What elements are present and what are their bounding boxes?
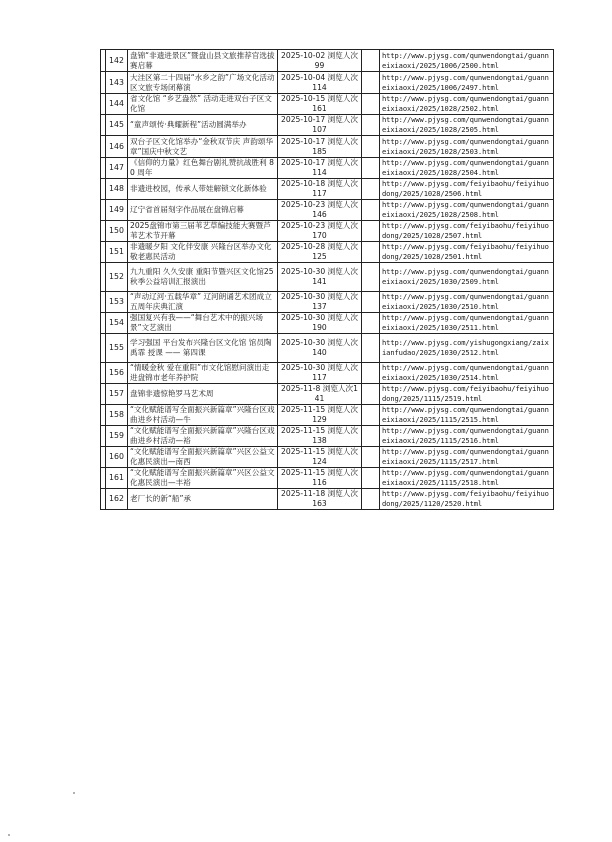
article-url: http://www.pjysg.com/qunwendongtai/guanneixiaoxi/2025/1030/2511.html bbox=[380, 313, 554, 334]
table-row bbox=[101, 334, 554, 363]
article-title: 老厂长的新“船”承 bbox=[128, 489, 278, 510]
table-row bbox=[101, 72, 554, 94]
article-url: http://www.pjysg.com/qunwendongtai/guanneixiaoxi/2025/1028/2508.html bbox=[380, 200, 554, 221]
row-spacer-cell bbox=[362, 313, 380, 334]
publish-date-views: 2025-10-15 浏览人次161 bbox=[278, 94, 362, 115]
row-spacer-cell bbox=[362, 292, 380, 313]
publish-date-views: 2025-10-30 浏览人次141 bbox=[278, 263, 362, 292]
article-url: http://www.pjysg.com/qunwendongtai/guanneixiaoxi/2025/1028/2503.html bbox=[380, 136, 554, 158]
article-url: http://www.pjysg.com/qunwendongtai/guanneixiaoxi/2025/1028/2502.html bbox=[380, 94, 554, 115]
row-spacer-cell bbox=[362, 405, 380, 426]
table-row bbox=[101, 221, 554, 242]
article-url: http://www.pjysg.com/feiyibaohu/feiyihuodong/2025/1028/2506.html bbox=[380, 179, 554, 200]
article-url: http://www.pjysg.com/qunwendongtai/guanneixiaoxi/2025/1115/2518.html bbox=[380, 468, 554, 489]
scan-speck bbox=[73, 792, 75, 794]
publish-date-views: 2025-11-15 浏览人次116 bbox=[278, 468, 362, 489]
publish-date-views: 2025-10-30 浏览人次190 bbox=[278, 313, 362, 334]
row-number: 152 bbox=[106, 263, 128, 292]
table-row bbox=[101, 200, 554, 221]
article-title: 2025盘锦市第三届苇艺草编技能大赛暨芦苇艺术节开幕 bbox=[128, 221, 278, 242]
table-row bbox=[101, 292, 554, 313]
article-title: 非遗进校园，传承人带娃解锁文化新体验 bbox=[128, 179, 278, 200]
article-title: 盘锦非遗惊艳罗马艺术周 bbox=[128, 384, 278, 405]
row-number: 146 bbox=[106, 136, 128, 158]
article-title: “声动辽河·五载华章” 辽河朗诵艺术团成立五周年庆典汇演 bbox=[128, 292, 278, 313]
publish-date-views: 2025-10-28 浏览人次125 bbox=[278, 242, 362, 263]
table-row bbox=[101, 405, 554, 426]
publish-date-views: 2025-10-30 浏览人次117 bbox=[278, 363, 362, 384]
row-number: 153 bbox=[106, 292, 128, 313]
row-spacer-cell bbox=[362, 136, 380, 158]
article-title: 非遗暖夕阳 文化伴安康 兴隆台区举办文化敬老惠民活动 bbox=[128, 242, 278, 263]
row-number: 150 bbox=[106, 221, 128, 242]
table-row bbox=[101, 426, 554, 447]
publish-date-views: 2025-10-18 浏览人次117 bbox=[278, 179, 362, 200]
row-number: 147 bbox=[106, 158, 128, 179]
article-url: http://www.pjysg.com/qunwendongtai/guanneixiaoxi/2025/1115/2515.html bbox=[380, 405, 554, 426]
row-number: 145 bbox=[106, 115, 128, 136]
table-row bbox=[101, 179, 554, 200]
table-row bbox=[101, 136, 554, 158]
publish-date-views: 2025-10-17 浏览人次185 bbox=[278, 136, 362, 158]
article-title: 双台子区文化馆举办“金秋双节庆 声韵颂华章”国庆中秋文艺 bbox=[128, 136, 278, 158]
articles-table-body bbox=[101, 50, 554, 510]
publish-date-views: 2025-10-17 浏览人次114 bbox=[278, 158, 362, 179]
row-spacer-cell bbox=[362, 50, 380, 72]
row-number: 148 bbox=[106, 179, 128, 200]
row-number: 143 bbox=[106, 72, 128, 94]
row-spacer-cell bbox=[362, 221, 380, 242]
article-title: “文化赋能谱写全面振兴新篇章”兴区公益文化惠民演出—南西 bbox=[128, 447, 278, 468]
table-row bbox=[101, 363, 554, 384]
row-number: 156 bbox=[106, 363, 128, 384]
table-row bbox=[101, 158, 554, 179]
row-number: 144 bbox=[106, 94, 128, 115]
row-spacer-cell bbox=[362, 200, 380, 221]
publish-date-views: 2025-10-30 浏览人次140 bbox=[278, 334, 362, 363]
scan-speck bbox=[8, 834, 10, 836]
row-number: 159 bbox=[106, 426, 128, 447]
publish-date-views: 2025-10-23 浏览人次146 bbox=[278, 200, 362, 221]
row-number: 162 bbox=[106, 489, 128, 510]
publish-date-views: 2025-10-04 浏览人次114 bbox=[278, 72, 362, 94]
article-title: “情暖金秋 爱在重阳”市文化馆慰问演出走进盘锦市老年养护院 bbox=[128, 363, 278, 384]
row-spacer-cell bbox=[362, 94, 380, 115]
table-row bbox=[101, 313, 554, 334]
publish-date-views: 2025-11-8 浏览人次141 bbox=[278, 384, 362, 405]
table-row bbox=[101, 115, 554, 136]
article-url: http://www.pjysg.com/qunwendongtai/guanneixiaoxi/2025/1030/2514.html bbox=[380, 363, 554, 384]
article-title: 辽宁省首届刻字作品展在盘锦启幕 bbox=[128, 200, 278, 221]
article-url: http://www.pjysg.com/qunwendongtai/guanneixiaoxi/2025/1006/2500.html bbox=[380, 50, 554, 72]
publish-date-views: 2025-11-15 浏览人次124 bbox=[278, 447, 362, 468]
row-spacer-cell bbox=[362, 447, 380, 468]
row-spacer-cell bbox=[362, 489, 380, 510]
row-spacer-cell bbox=[362, 468, 380, 489]
article-title: “文化赋能谱写全面振兴新篇章”兴隆台区戏曲进乡村活动—牛 bbox=[128, 405, 278, 426]
article-url: http://www.pjysg.com/feiyibaohu/feiyihuodong/2025/1028/2501.html bbox=[380, 242, 554, 263]
table-row bbox=[101, 468, 554, 489]
row-spacer-cell bbox=[362, 72, 380, 94]
article-title: “文化赋能谱写全面振兴新篇章”兴隆台区戏曲进乡村活动—裕 bbox=[128, 426, 278, 447]
row-spacer-cell bbox=[362, 263, 380, 292]
article-title: 大洼区第二十四届“水乡之韵”广场文化活动区文旅专场闭幕演 bbox=[128, 72, 278, 94]
row-spacer-cell bbox=[362, 363, 380, 384]
article-url: http://www.pjysg.com/qunwendongtai/guanneixiaoxi/2025/1028/2504.html bbox=[380, 158, 554, 179]
article-url: http://www.pjysg.com/qunwendongtai/guanneixiaoxi/2025/1028/2505.html bbox=[380, 115, 554, 136]
table-row bbox=[101, 242, 554, 263]
article-url: http://www.pjysg.com/feiyibaohu/feiyihuodong/2025/1028/2507.html bbox=[380, 221, 554, 242]
publish-date-views: 2025-11-15 浏览人次138 bbox=[278, 426, 362, 447]
table-row bbox=[101, 384, 554, 405]
article-url: http://www.pjysg.com/qunwendongtai/guanneixiaoxi/2025/1030/2510.html bbox=[380, 292, 554, 313]
article-url: http://www.pjysg.com/qunwendongtai/guanneixiaoxi/2025/1030/2509.html bbox=[380, 263, 554, 292]
article-title: 强国复兴有我——“舞台艺术中的振兴场景”文艺演出 bbox=[128, 313, 278, 334]
article-url: http://www.pjysg.com/feiyibaohu/feiyihuodong/2025/1120/2520.html bbox=[380, 489, 554, 510]
table-row bbox=[101, 94, 554, 115]
publish-date-views: 2025-10-02 浏览人次99 bbox=[278, 50, 362, 72]
row-number: 155 bbox=[106, 334, 128, 363]
row-spacer-cell bbox=[362, 179, 380, 200]
article-title: 盘锦“非遗进景区”暨盘山县文旅推荐官选拔赛启幕 bbox=[128, 50, 278, 72]
row-number: 149 bbox=[106, 200, 128, 221]
row-number: 160 bbox=[106, 447, 128, 468]
publish-date-views: 2025-11-18 浏览人次163 bbox=[278, 489, 362, 510]
publish-date-views: 2025-10-23 浏览人次170 bbox=[278, 221, 362, 242]
row-number: 142 bbox=[106, 50, 128, 72]
row-spacer-cell bbox=[362, 334, 380, 363]
article-title: 省文化馆 “乡艺盎然” 活动走进双台子区文化馆 bbox=[128, 94, 278, 115]
article-title: 学习强国 平台发布兴隆台区文化馆 馆员陶禹霏 授课 —— 第四课 bbox=[128, 334, 278, 363]
article-title: 《信仰的力量》红色舞台剧礼赞抗战胜利 80 周年 bbox=[128, 158, 278, 179]
row-number: 158 bbox=[106, 405, 128, 426]
article-url: http://www.pjysg.com/feiyibaohu/feiyihuodong/2025/1115/2519.html bbox=[380, 384, 554, 405]
row-spacer-cell bbox=[362, 384, 380, 405]
publish-date-views: 2025-11-15 浏览人次129 bbox=[278, 405, 362, 426]
article-url: http://www.pjysg.com/qunwendongtai/guanneixiaoxi/2025/1115/2517.html bbox=[380, 447, 554, 468]
row-spacer-cell bbox=[362, 158, 380, 179]
row-spacer-cell bbox=[362, 242, 380, 263]
article-url: http://www.pjysg.com/qunwendongtai/guanneixiaoxi/2025/1006/2497.html bbox=[380, 72, 554, 94]
table-row bbox=[101, 447, 554, 468]
row-spacer-cell bbox=[362, 426, 380, 447]
article-url: http://www.pjysg.com/yishugongxiang/zaixianfudao/2025/1030/2512.html bbox=[380, 334, 554, 363]
row-number: 157 bbox=[106, 384, 128, 405]
publish-date-views: 2025-10-17 浏览人次107 bbox=[278, 115, 362, 136]
row-number: 151 bbox=[106, 242, 128, 263]
table-row bbox=[101, 50, 554, 72]
table-row bbox=[101, 489, 554, 510]
table-row bbox=[101, 263, 554, 292]
row-number: 154 bbox=[106, 313, 128, 334]
row-spacer-cell bbox=[362, 115, 380, 136]
article-url: http://www.pjysg.com/qunwendongtai/guanneixiaoxi/2025/1115/2516.html bbox=[380, 426, 554, 447]
row-number: 161 bbox=[106, 468, 128, 489]
article-title: “童声颂传·典耀新程”活动圆满举办 bbox=[128, 115, 278, 136]
article-title: “文化赋能谱写全面振兴新篇章”兴区公益文化惠民演出—丰裕 bbox=[128, 468, 278, 489]
article-title: 九九重阳 久久安康 重阳节暨兴区文化馆25秋季公益培训汇报演出 bbox=[128, 263, 278, 292]
publish-date-views: 2025-10-30 浏览人次137 bbox=[278, 292, 362, 313]
articles-table bbox=[100, 49, 554, 510]
